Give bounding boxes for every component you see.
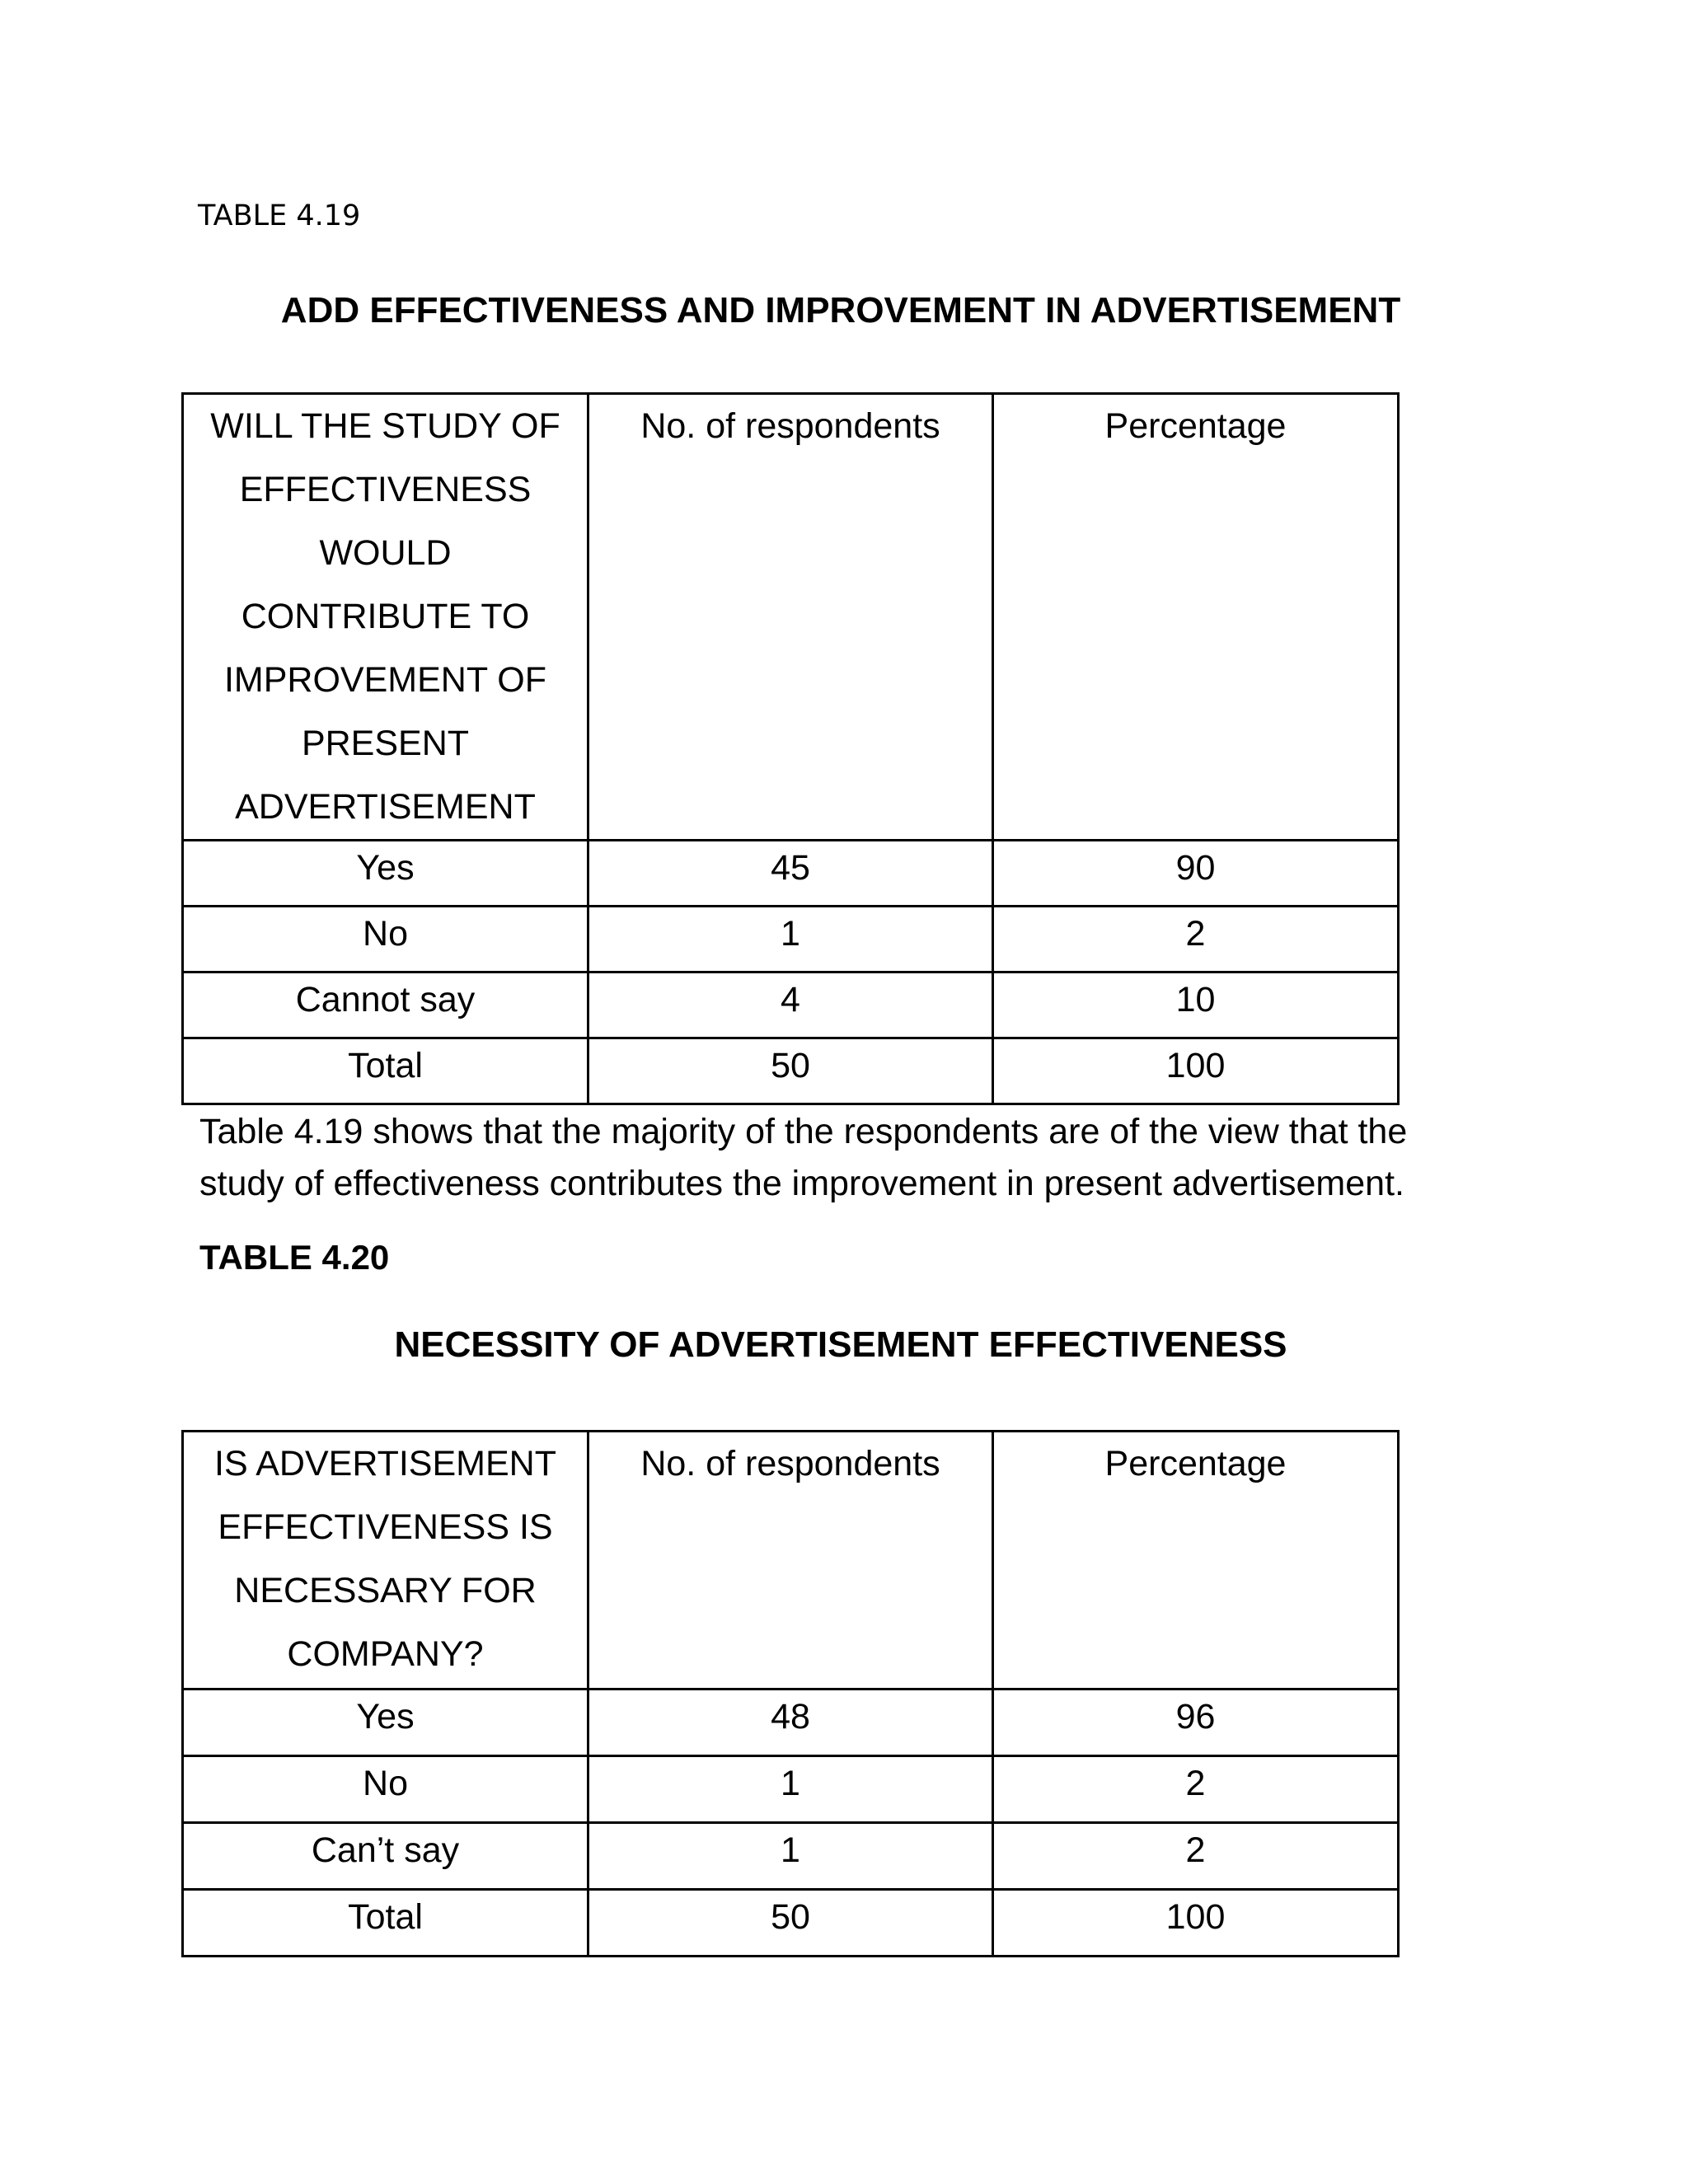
row-count: 1	[588, 1823, 993, 1890]
row-label: Total	[183, 1038, 588, 1104]
table-row	[183, 1756, 1399, 1823]
table-header-row	[183, 394, 1399, 841]
table-row	[183, 1038, 1399, 1104]
header-line: COMPANY?	[287, 1634, 484, 1674]
row-percent: 10	[993, 972, 1399, 1038]
question-header	[183, 1432, 588, 1690]
row-label: Can’t say	[183, 1823, 588, 1890]
header-line: NECESSARY FOR	[234, 1571, 537, 1610]
header-line: IS ADVERTISEMENT	[214, 1444, 556, 1483]
table-4-19	[181, 392, 1400, 1105]
row-label: Yes	[183, 1690, 588, 1756]
header-line: ADVERTISEMENT	[235, 787, 536, 827]
table-4-20-title: NECESSITY OF ADVERTISEMENT EFFECTIVENESS	[394, 1324, 1287, 1365]
row-percent: 90	[993, 841, 1399, 907]
header-line: WILL THE STUDY OF	[210, 406, 560, 446]
table-header-row	[183, 1432, 1399, 1690]
row-percent: 100	[993, 1038, 1399, 1104]
table-row	[183, 907, 1399, 972]
row-label: Total	[183, 1890, 588, 1957]
header-line: IMPROVEMENT OF	[223, 660, 546, 700]
paragraph-line: study of effectiveness contributes the improvement in present advertisement.	[199, 1164, 1404, 1203]
question-header	[183, 394, 588, 841]
row-count: 1	[588, 1756, 993, 1823]
table-row	[183, 1890, 1399, 1957]
row-label: Cannot say	[183, 972, 588, 1038]
table-4-19-description	[199, 1106, 1518, 1210]
respondents-header: No. of respondents	[588, 394, 993, 841]
table-row	[183, 1823, 1399, 1890]
row-label: Yes	[183, 841, 588, 907]
table-row	[183, 1690, 1399, 1756]
row-percent: 100	[993, 1890, 1399, 1957]
percentage-header: Percentage	[993, 394, 1399, 841]
row-count: 45	[588, 841, 993, 907]
row-percent: 2	[993, 907, 1399, 972]
table-row	[183, 972, 1399, 1038]
header-line: EFFECTIVENESS IS	[218, 1507, 553, 1547]
table-4-20	[181, 1430, 1400, 1957]
header-line: WOULD	[319, 533, 452, 573]
table-4-20-label: TABLE 4.20	[199, 1238, 390, 1277]
row-count: 1	[588, 907, 993, 972]
row-count: 50	[588, 1038, 993, 1104]
row-count: 48	[588, 1690, 993, 1756]
percentage-header: Percentage	[993, 1432, 1399, 1690]
row-label: No	[183, 1756, 588, 1823]
paragraph-line: Table 4.19 shows that the majority of the respondents are of the view that the	[199, 1112, 1408, 1151]
row-count: 50	[588, 1890, 993, 1957]
header-line: PRESENT	[301, 724, 470, 763]
table-4-19-label: TABLE 4.19	[198, 199, 361, 232]
respondents-header: No. of respondents	[588, 1432, 993, 1690]
table-4-19-title: ADD EFFECTIVENESS AND IMPROVEMENT IN ADVERTISEMENT	[280, 290, 1401, 330]
row-percent: 96	[993, 1690, 1399, 1756]
row-count: 4	[588, 972, 993, 1038]
table-row	[183, 841, 1399, 907]
header-line: CONTRIBUTE TO	[241, 597, 530, 636]
row-percent: 2	[993, 1823, 1399, 1890]
row-percent: 2	[993, 1756, 1399, 1823]
header-line: EFFECTIVENESS	[239, 470, 532, 509]
row-label: No	[183, 907, 588, 972]
